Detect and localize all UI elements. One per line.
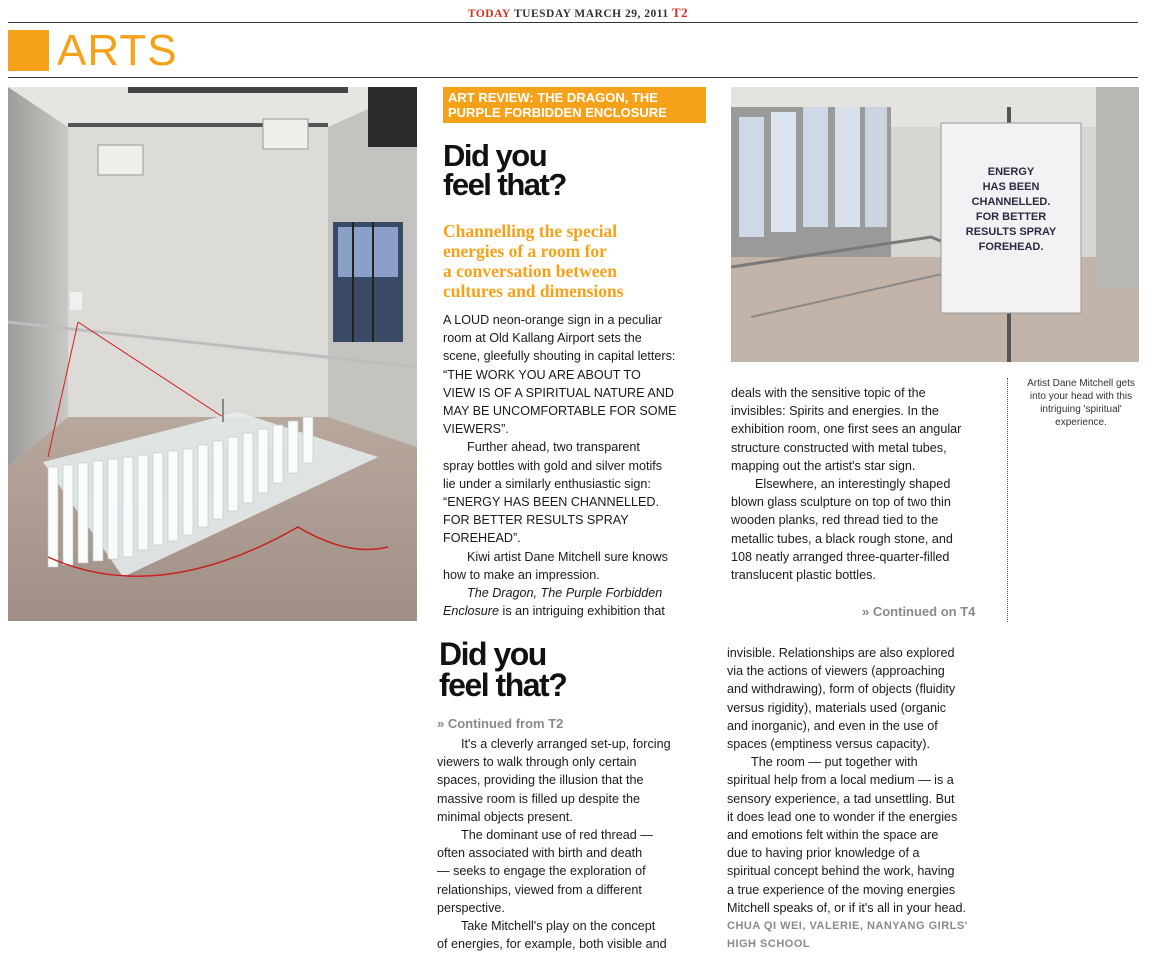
masthead-page: T2 [671, 5, 689, 20]
deck-line-2: energies of a room for [443, 241, 607, 261]
sign-line-2: HAS BEEN [982, 181, 1040, 193]
text-line: deals with the sensitive topic of the [731, 386, 926, 400]
masthead [0, 5, 1156, 21]
jump-headline-line-2: feel that? [439, 667, 567, 703]
text-line: “THE WORK YOU ARE ABOUT TO [443, 367, 641, 382]
text-line: A LOUD neon-orange sign in a peculiar [443, 313, 663, 327]
text-line: 108 neatly arranged three-quarter-filled [731, 549, 950, 564]
text-line: via the actions of viewers (approaching [727, 664, 945, 679]
text-line: a true experience of the moving energies [727, 882, 956, 897]
text-line [443, 584, 718, 602]
main-headline [443, 138, 566, 202]
jump-headline [439, 636, 567, 703]
byline-line-1: CHUA QI WEI, VALERIE, NANYANG GIRLS' [727, 920, 968, 933]
text-line: The dominant use of red thread — [461, 828, 653, 843]
text-line: MAY BE UNCOMFORTABLE FOR SOME [443, 404, 677, 419]
text-line: wooden planks, red thread tied to the [731, 513, 939, 528]
text-line: sensory experience, a tad unsettling. But [727, 791, 955, 806]
section-color-box [8, 30, 49, 71]
text-line: FOREHEAD”. [443, 531, 521, 546]
text-line: perspective. [437, 900, 505, 915]
masthead-today: TODAY [467, 8, 511, 20]
section-title: ARTS [57, 26, 178, 75]
sign-line-6: FOREHEAD. [978, 241, 1044, 253]
text-line: Elsewhere, an interestingly shaped [755, 477, 951, 492]
text-line: minimal objects present. [437, 809, 573, 824]
text-line: and inorganic), and even in the use of [727, 718, 938, 733]
text-line: structure constructed with metal tubes, [731, 440, 947, 455]
deck-line-3: a conversation between [443, 261, 618, 281]
text-line: and withdrawing), form of objects (fluidity [727, 682, 956, 697]
text-line: VIEWERS”. [443, 422, 509, 437]
sign-line-1: ENERGY [987, 166, 1035, 178]
jump-headline-line-1: Did you [439, 636, 546, 672]
text-line: Mitchell speaks of, or if it's all in your head. [727, 900, 966, 915]
bottles-room-photo [8, 87, 417, 621]
continued-on-link[interactable]: » Continued on T4 [862, 604, 976, 619]
exhibition-title: The Dragon, The Purple Forbidden [467, 586, 663, 601]
headline-line-1: Did you [443, 138, 547, 173]
text-line: metallic tubes, a black rough stone, and [731, 531, 953, 546]
text-line: lie under a similarly enthusiastic sign: [443, 476, 651, 491]
text-line: invisible. Relationships are also explored [727, 646, 955, 660]
sign-line-5: RESULTS SPRAY [965, 226, 1057, 238]
body-column-1 [443, 311, 718, 620]
text-line: versus rigidity), materials used (organic [727, 700, 947, 715]
sign-line-4: FOR BETTER [975, 211, 1047, 223]
text-line: — seeks to engage the exploration of [437, 864, 646, 879]
exhibition-title-cont: Enclosure [443, 604, 500, 619]
deck-line-4: cultures and dimensions [443, 281, 624, 301]
byline-line-2: HIGH SCHOOL [727, 938, 811, 951]
kicker-line-1: ART REVIEW: THE DRAGON, THE [448, 90, 658, 105]
text-line: of energies, for example, both visible and [437, 937, 667, 952]
text-line: spiritual concept behind the work, having [727, 864, 955, 879]
text-line: viewers to walk through only certain [437, 755, 637, 770]
review-kicker [443, 87, 706, 123]
text-line: it does lead one to wonder if the energies [727, 809, 958, 824]
text-fragment: is an intriguing exhibition that [499, 604, 665, 619]
deck [443, 221, 713, 301]
text-line: exhibition room, one first sees an angular [731, 422, 962, 437]
text-line: Take Mitchell's play on the concept [461, 919, 656, 934]
headline-line-2: feel that? [443, 167, 566, 202]
kicker-line-2: PURPLE FORBIDDEN ENCLOSURE [448, 105, 667, 120]
text-line: Kiwi artist Dane Mitchell sure knows [467, 549, 668, 564]
top-rule [8, 22, 1138, 23]
text-line: translucent plastic bottles. [731, 568, 876, 583]
text-line: often associated with birth and death [437, 846, 643, 861]
body-column-2 [731, 384, 1006, 584]
text-line: massive room is filled up despite the [437, 791, 640, 806]
text-line: spaces (emptiness versus capacity). [727, 737, 930, 752]
text-line: scene, gleefully shouting in capital letters: [443, 349, 676, 364]
sign-line-3: CHANNELLED. [971, 196, 1051, 208]
text-line: due to having prior knowledge of a [727, 846, 920, 861]
text-line: mapping out the artist's star sign. [731, 458, 916, 473]
text-line: invisibles: Spirits and energies. In the [731, 404, 939, 419]
text-line: It's a cleverly arranged set-up, forcing [461, 737, 671, 751]
text-line: spiritual help from a local medium — is a [727, 773, 954, 788]
text-line: Further ahead, two transparent [467, 440, 640, 455]
continued-from-link[interactable]: » Continued from T2 [437, 716, 564, 731]
text-line: relationships, viewed from a different [437, 882, 642, 897]
masthead-date: TUESDAY MARCH 29, 2011 [514, 8, 669, 20]
deck-line-1: Channelling the special [443, 221, 618, 241]
text-line: spaces, providing the illusion that the [437, 773, 644, 788]
jump-column-2 [727, 644, 1012, 953]
photo-caption: Artist Dane Mitchell gets into your head with this intriguing 'spiritual' experience. [1027, 378, 1135, 428]
text-line: “ENERGY HAS BEEN CHANNELLED. [443, 495, 660, 510]
jump-column-1 [437, 735, 717, 953]
text-line [443, 602, 718, 620]
text-line: how to make an impression. [443, 567, 600, 582]
column-divider [1007, 378, 1009, 622]
sign-text [941, 165, 1081, 255]
text-line: spray bottles with gold and silver motifs [443, 458, 663, 473]
text-line: VIEW IS OF A SPIRITUAL NATURE AND [443, 385, 674, 400]
text-line: The room — put together with [751, 755, 918, 770]
text-line: blown glass sculpture on top of two thin [731, 495, 951, 510]
text-line: room at Old Kallang Airport sets the [443, 331, 642, 346]
section-rule [8, 77, 1138, 78]
text-line: and emotions felt within the space are [727, 828, 939, 843]
text-line: FOR BETTER RESULTS SPRAY [443, 513, 629, 528]
sign-photo [731, 87, 1139, 362]
